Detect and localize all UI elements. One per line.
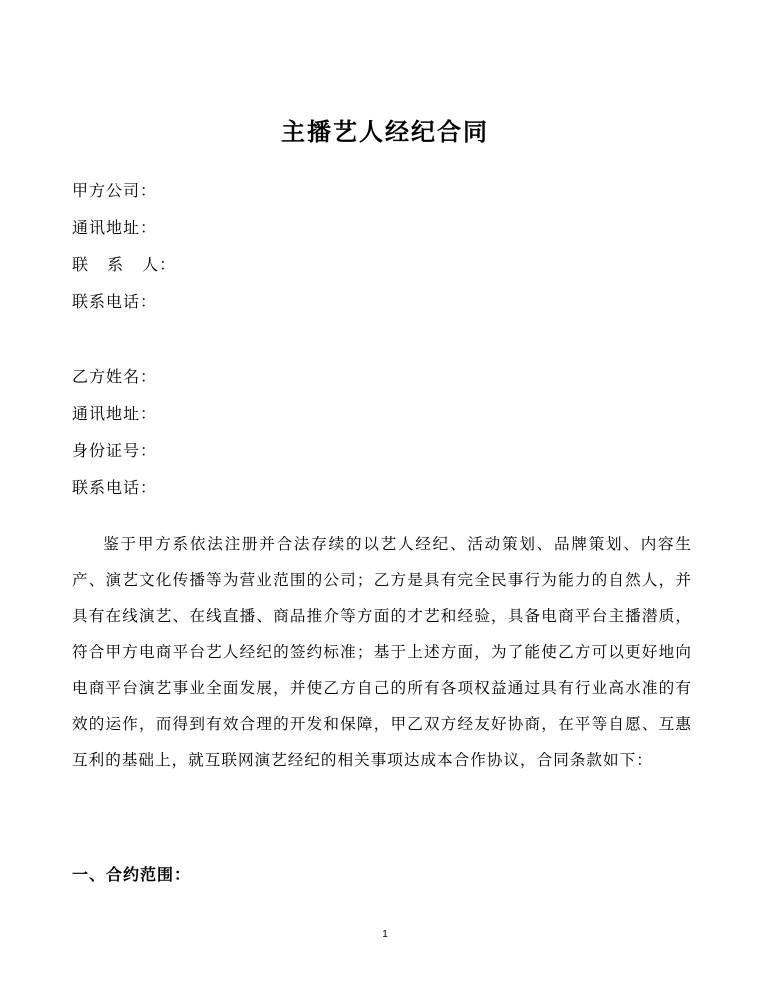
party-a-phone-label: 联系电话：	[72, 292, 158, 311]
section-heading-scope: 一、合约范围：	[72, 865, 192, 884]
preamble-paragraph: 鉴于甲方系依法注册并合法存续的以艺人经纪、活动策划、品牌策划、内容生产、演艺文化传播等为营业范围的公司；乙方是具有完全民事行为能力的自然人，并具有在线演艺、在线直播、商品推介等方面的才艺和经验，具备电商平台主播潜质，符合甲方电商平台艺人经纪的签约标准；基于上述方面，为了能使乙方可以更好地向电商平台演艺事业全面发展，并使乙方自己的所有各项权益通过具有行业高水准的有效的运作，而得到有效合理的开发和保障，甲乙双方经友好协商，在平等自愿、互惠互利的基础上，就互联网演艺经纪的相关事项达成本合作协议，合同条款如下：	[72, 535, 692, 769]
party-b-name-label: 乙方姓名：	[72, 367, 158, 386]
party-a-contact-text: 联 系 人：	[72, 255, 177, 274]
party-a-company-label: 甲方公司：	[72, 181, 158, 200]
party-b-address-label: 通讯地址：	[72, 404, 158, 423]
party-a-address-label: 通讯地址：	[72, 218, 158, 237]
party-b-id-label: 身份证号：	[72, 441, 158, 460]
page-title: 主播艺人经纪合同	[281, 117, 489, 146]
page-number: 1	[382, 929, 388, 940]
party-b-phone-label: 联系电话：	[72, 478, 158, 497]
party-a-contact-label	[72, 252, 176, 275]
